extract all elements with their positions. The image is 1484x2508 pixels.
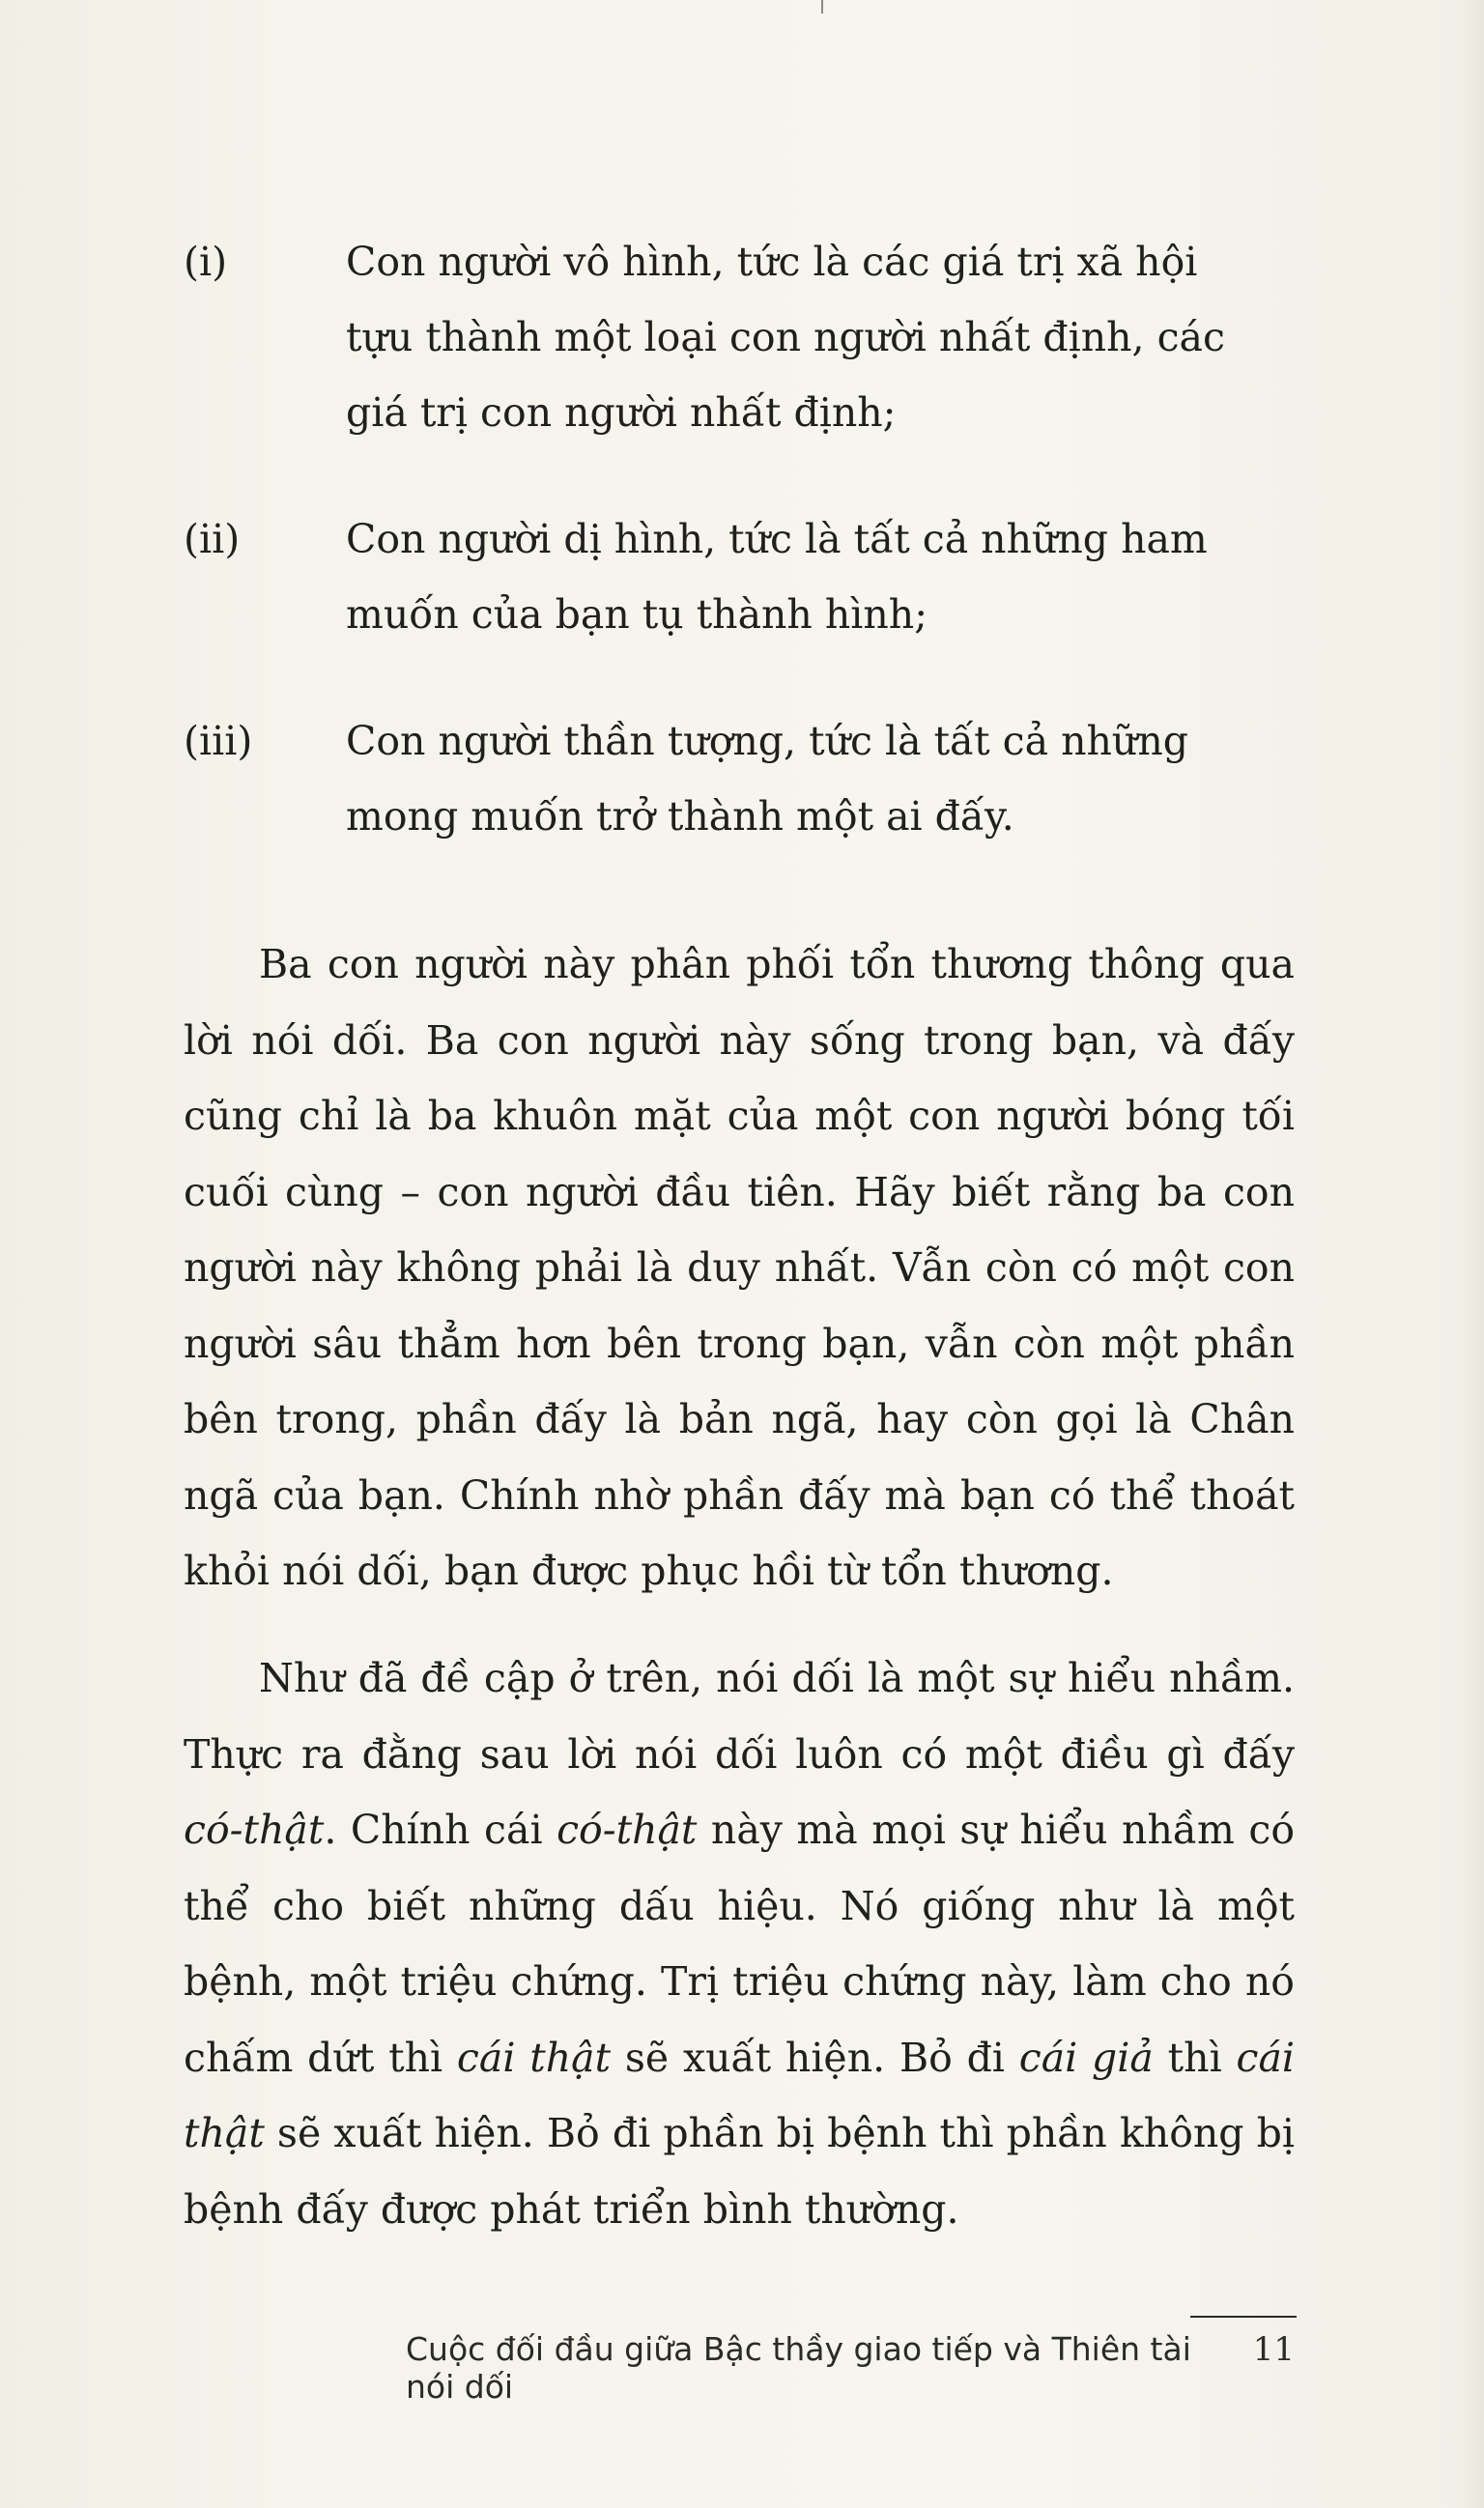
enumerated-list — [184, 224, 1295, 905]
list-item-text: Con người thần tượng, tức là tất cả những mong muốn trở thành một ai đấy. — [346, 718, 1188, 840]
list-item-text: Con người dị hình, tức là tất cả những ham muốn của bạn tụ thành hình; — [346, 516, 1208, 638]
italic-term: có-thật — [184, 1807, 325, 1853]
running-title: Cuộc đối đầu giữa Bậc thầy giao tiếp và Thiên tài nói dối — [406, 2330, 1191, 2406]
list-marker: (ii) — [184, 516, 241, 562]
italic-term: cái giả — [1018, 2034, 1154, 2081]
text-run: Như đã đề cập ở trên, nói dối là một sự hiểu nhầm. Thực ra đằng sau lời nói dối luôn có một điều gì đấy — [184, 1655, 1295, 1778]
list-item-text: Con người vô hình, tức là các giá trị xã hội tựu thành một loại con người nhất định, các giá trị con người nhất định; — [346, 239, 1225, 436]
list-marker: (iii) — [184, 718, 253, 764]
text-run: thì — [1153, 2034, 1237, 2081]
list-marker: (i) — [184, 239, 228, 285]
list-item — [184, 501, 1295, 652]
text-run: sẽ xuất hiện. Bỏ đi — [611, 2034, 1019, 2081]
text-run: sẽ xuất hiện. Bỏ đi phần bị bệnh thì phần không bị bệnh đấy được phát triển bình thường. — [184, 2110, 1295, 2233]
page-edge-shadow — [1461, 0, 1484, 2508]
body-paragraph-2 — [184, 1640, 1295, 2247]
body-paragraph-1: Ba con người này phân phối tổn thương thông qua lời nói dối. Ba con người này sống trong bạn, và đấy cũng chỉ là ba khuôn mặt của một con người bóng tối cuối cùng – con người đầu tiên. Hãy biết rằng ba con người này không phải là duy nhất. Vẫn còn có một con người sâu thẳm hơn bên trong bạn, vẫn còn một phần bên trong, phần đấy là bản ngã, hay còn gọi là Chân ngã của bạn. Chính nhờ phần đấy mà bạn có thể thoát khỏi nói dối, bạn được phục hồi từ tổn thương. — [184, 941, 1295, 1594]
italic-term: có-thật — [556, 1807, 698, 1853]
italic-term: cái thật — [184, 2034, 1296, 2156]
text-run: này mà mọi sự hiểu nhầm có thể cho biết những dấu hiệu. Nó giống như là một bệnh, một triệu chứng. Trị triệu chứng này, làm cho nó chấm dứt thì — [184, 1807, 1296, 2081]
footer-rule — [1190, 2316, 1297, 2318]
page-number: 11 — [1252, 2330, 1295, 2369]
list-item — [184, 224, 1295, 450]
list-item — [184, 703, 1295, 854]
italic-term: cái thật — [456, 2034, 612, 2081]
text-run: . Chính cái — [324, 1807, 557, 1853]
page-footer — [406, 2330, 1295, 2406]
top-edge-mark — [821, 0, 823, 14]
